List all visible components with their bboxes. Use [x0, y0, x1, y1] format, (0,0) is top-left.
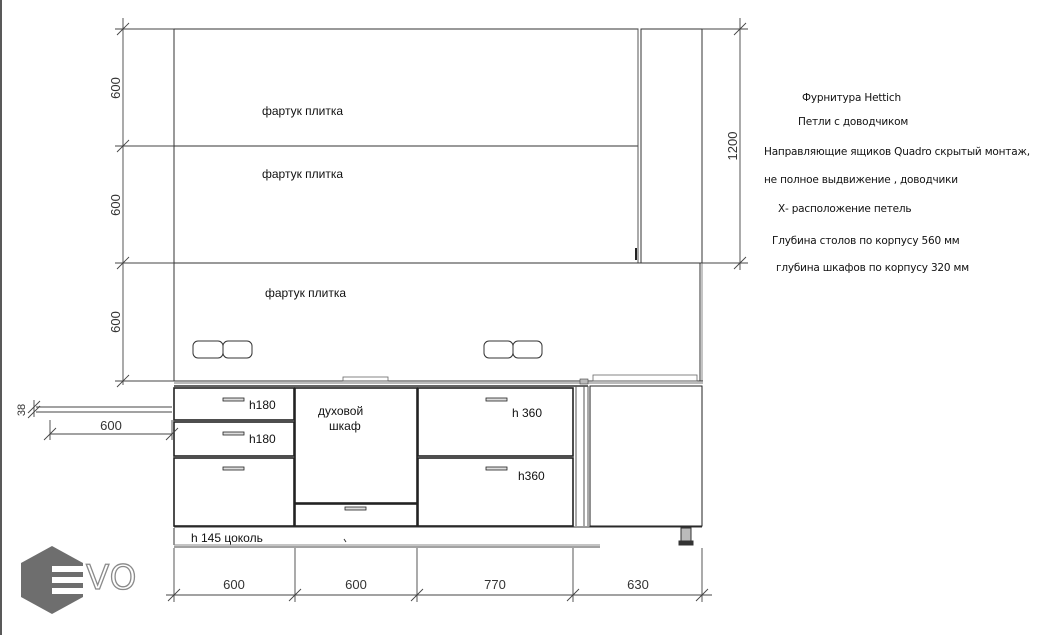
sink-outline	[593, 375, 697, 381]
label-oven-line-1: духовой	[318, 404, 364, 418]
dim-left-top: 600	[108, 77, 123, 99]
note-hinge-positions: Х- расположение петель	[778, 203, 912, 215]
label-oven-line-2: шкаф	[329, 419, 361, 433]
cabinet-leg	[681, 528, 691, 541]
dim-counter-thickness: 38	[16, 403, 28, 417]
label-apron-top: фартук плитка	[262, 104, 344, 118]
cabinet-leg-foot	[679, 541, 693, 545]
socket-right-1	[484, 341, 513, 358]
socket-right-2	[513, 341, 542, 358]
socket-left-2	[223, 341, 252, 358]
tap-marker	[580, 379, 588, 384]
label-plinth: h 145 цоколь	[191, 531, 263, 545]
note-hinges: Петли с доводчиком	[798, 116, 909, 128]
handle-5	[486, 467, 507, 470]
logo-text: VO	[86, 558, 138, 598]
logo-mark	[21, 546, 83, 614]
drawer-2	[174, 422, 294, 456]
dim-bottom-3: 770	[484, 577, 506, 592]
dim-bottom-2: 600	[345, 577, 367, 592]
dim-left-low: 600	[108, 311, 123, 333]
dim-bottom-1: 600	[223, 577, 245, 592]
handle-3	[223, 467, 244, 470]
dim-counter-overhang: 600	[100, 418, 122, 433]
dim-right-height: 1200	[725, 131, 740, 161]
apron-panel-middle	[174, 146, 638, 263]
label-apron-low: фартук плитка	[265, 286, 347, 300]
note-hardware: Фурнитура Hettich	[802, 92, 901, 104]
sink-cabinet-door	[590, 386, 702, 526]
socket-left-1	[193, 341, 223, 358]
dim-bottom-4: 630	[627, 577, 649, 592]
note-drawer-runners: Направляющие ящиков Quadro скрытый монтаж,	[764, 146, 1030, 158]
tall-wall-cabinet	[641, 29, 702, 263]
wall-panels	[174, 29, 702, 381]
label-drawer-1: h180	[249, 398, 276, 412]
power-sockets	[193, 341, 542, 358]
note-extension: не полное выдвижение , доводчики	[764, 174, 958, 186]
handle-1	[223, 398, 244, 401]
label-drawer-4: h360	[518, 469, 545, 483]
handle-oven-drawer	[345, 507, 366, 510]
drawer-1	[174, 388, 294, 420]
countertop	[174, 375, 703, 386]
apron-panel-low	[174, 263, 700, 381]
handle-4	[486, 398, 507, 401]
dim-left-middle: 600	[108, 194, 123, 216]
note-table-depth: Глубина столов по корпусу 560 мм	[772, 235, 960, 247]
label-apron-middle: фартук плитка	[262, 167, 344, 181]
label-drawer-3: h 360	[512, 406, 543, 420]
apron-panel-top	[174, 29, 638, 146]
handles	[223, 398, 507, 510]
hob-outline	[343, 377, 388, 381]
handle-2	[223, 432, 244, 435]
label-drawer-2: h180	[249, 432, 276, 446]
note-cabinet-depth: глубина шкафов по корпусу 320 мм	[776, 262, 969, 274]
dimension-lines	[28, 18, 748, 602]
